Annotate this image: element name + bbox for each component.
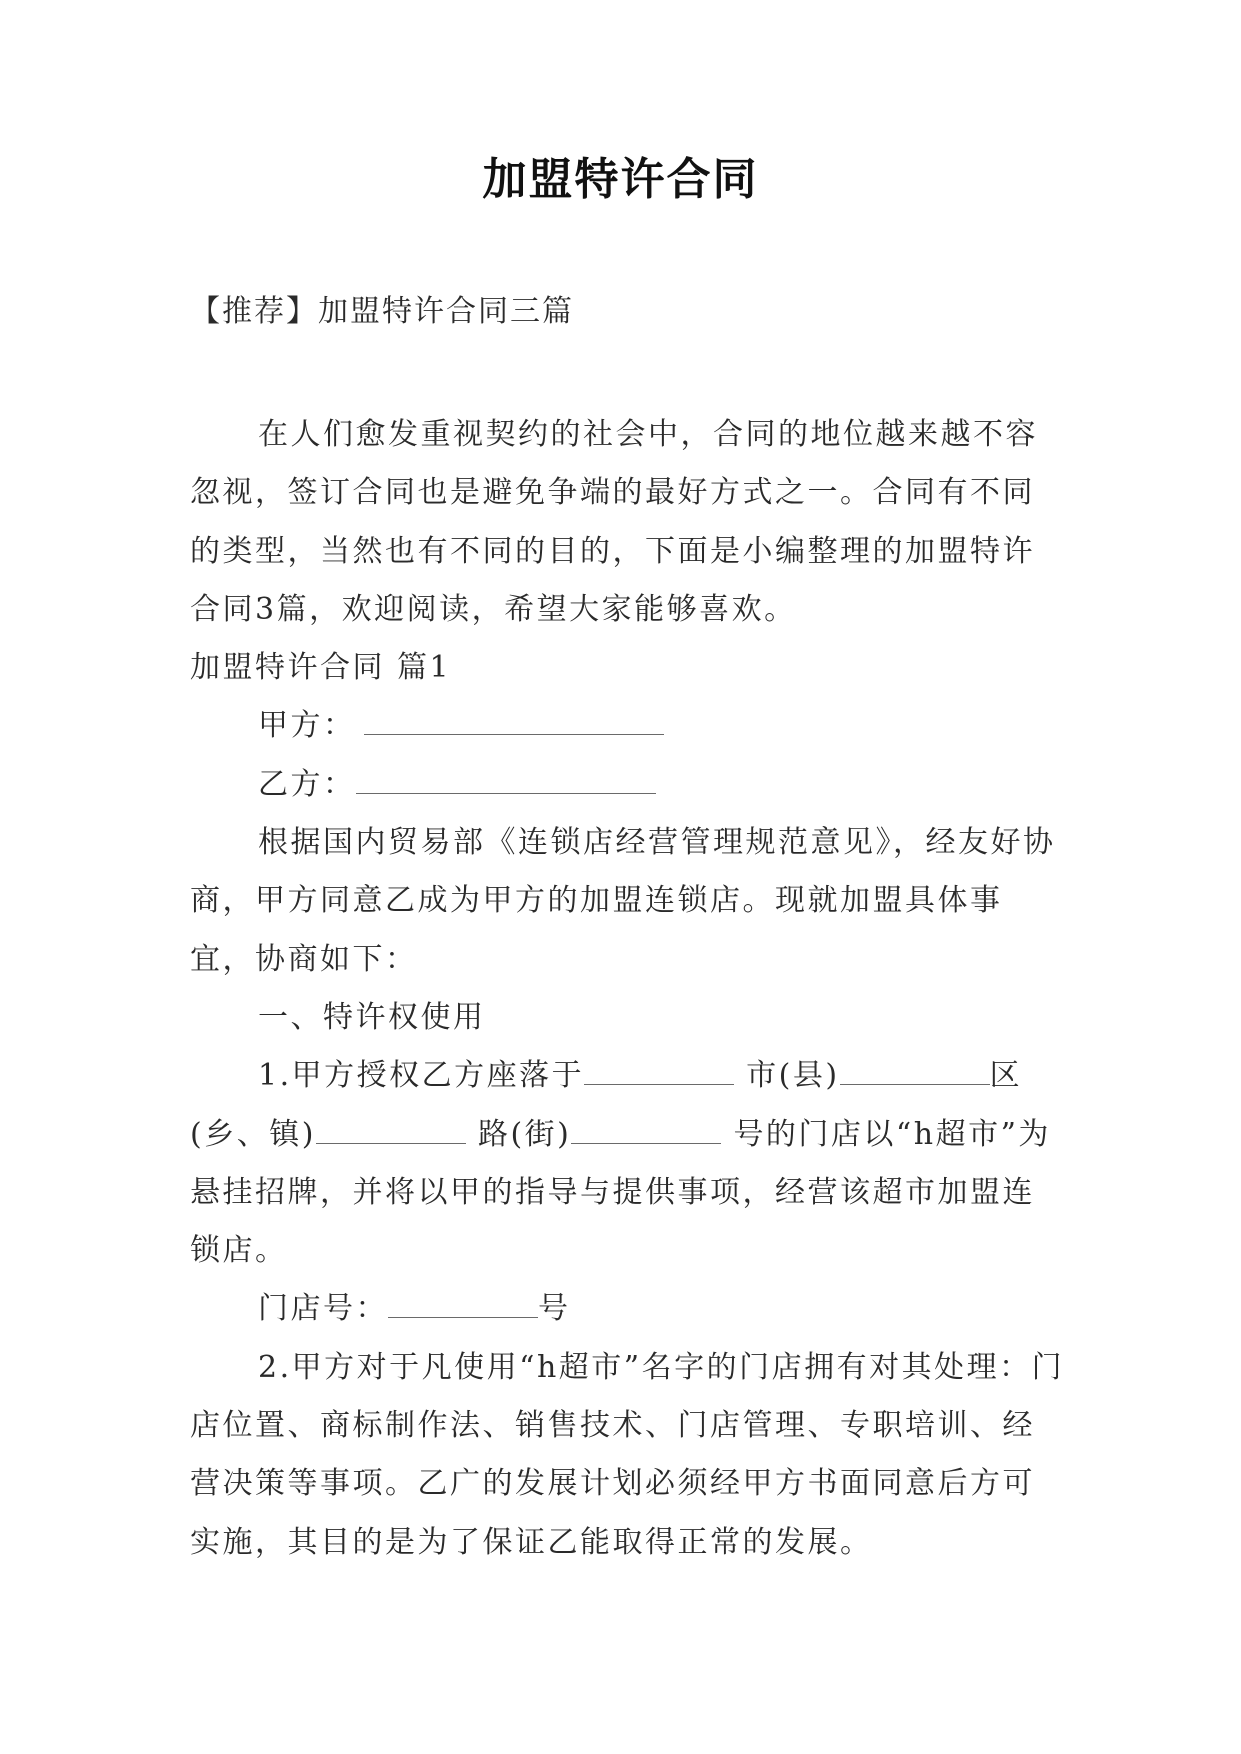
party-b-label: 乙方： bbox=[258, 766, 356, 802]
clause1-1-text-b: 市(县) bbox=[746, 1058, 840, 1094]
city-blank bbox=[584, 1058, 734, 1085]
section-heading: 加盟特许合同 篇1 bbox=[190, 650, 452, 686]
county-blank bbox=[840, 1058, 990, 1085]
road-blank bbox=[571, 1117, 721, 1144]
clause1-1-paragraph bbox=[190, 1047, 1065, 1280]
preamble-paragraph: 根据国内贸易部《连锁店经营管理规范意见》，经友好协商，甲方同意乙成为甲方的加盟连锁店。现就加盟具体事宜，协商如下： bbox=[190, 825, 1056, 977]
document-title: 加盟特许合同 bbox=[482, 154, 759, 205]
document-body bbox=[190, 406, 1065, 1572]
document-subtitle: 【推荐】加盟特许合同三篇 bbox=[190, 294, 574, 329]
store-number-suffix: 号 bbox=[538, 1291, 571, 1327]
clause1-1-text-e: 号的门店以“h超市”为悬挂招牌，并将以甲的指导与提供事项，经营该超市加盟连锁店。 bbox=[190, 1116, 1051, 1269]
clause1-1-text-c: 区(乡、镇) bbox=[190, 1058, 1023, 1152]
party-a-blank bbox=[364, 708, 664, 735]
store-number-label: 门店号： bbox=[258, 1291, 388, 1327]
party-b-blank bbox=[356, 767, 656, 794]
party-a-label: 甲方： bbox=[258, 708, 356, 744]
party-b-line bbox=[190, 756, 1065, 814]
district-blank bbox=[316, 1117, 466, 1144]
clause1-2-paragraph: 2.甲方对于凡使用“h超市”名字的门店拥有对其处理：门店位置、商标制作法、销售技术、门店管理、专职培训、经营决策等事项。乙广的发展计划必须经甲方书面同意后方可实施，其目的是为了保证乙能取得正常的发展。 bbox=[190, 1349, 1065, 1560]
store-number-line bbox=[190, 1280, 1065, 1338]
clause1-1-text-a: 1.甲方授权乙方座落于 bbox=[258, 1058, 585, 1094]
clause1-1-text-d: 路(街) bbox=[477, 1116, 572, 1152]
store-number-blank bbox=[388, 1291, 538, 1318]
intro-paragraph: 在人们愈发重视契约的社会中，合同的地位越来越不容忽视，签订合同也是避免争端的最好方式之一。合同有不同的类型，当然也有不同的目的，下面是小编整理的加盟特许合同3篇，欢迎阅读，希望大家能够喜欢。 bbox=[190, 417, 1038, 627]
clause1-heading: 一、特许权使用 bbox=[258, 999, 486, 1035]
party-a-line bbox=[190, 697, 1065, 755]
